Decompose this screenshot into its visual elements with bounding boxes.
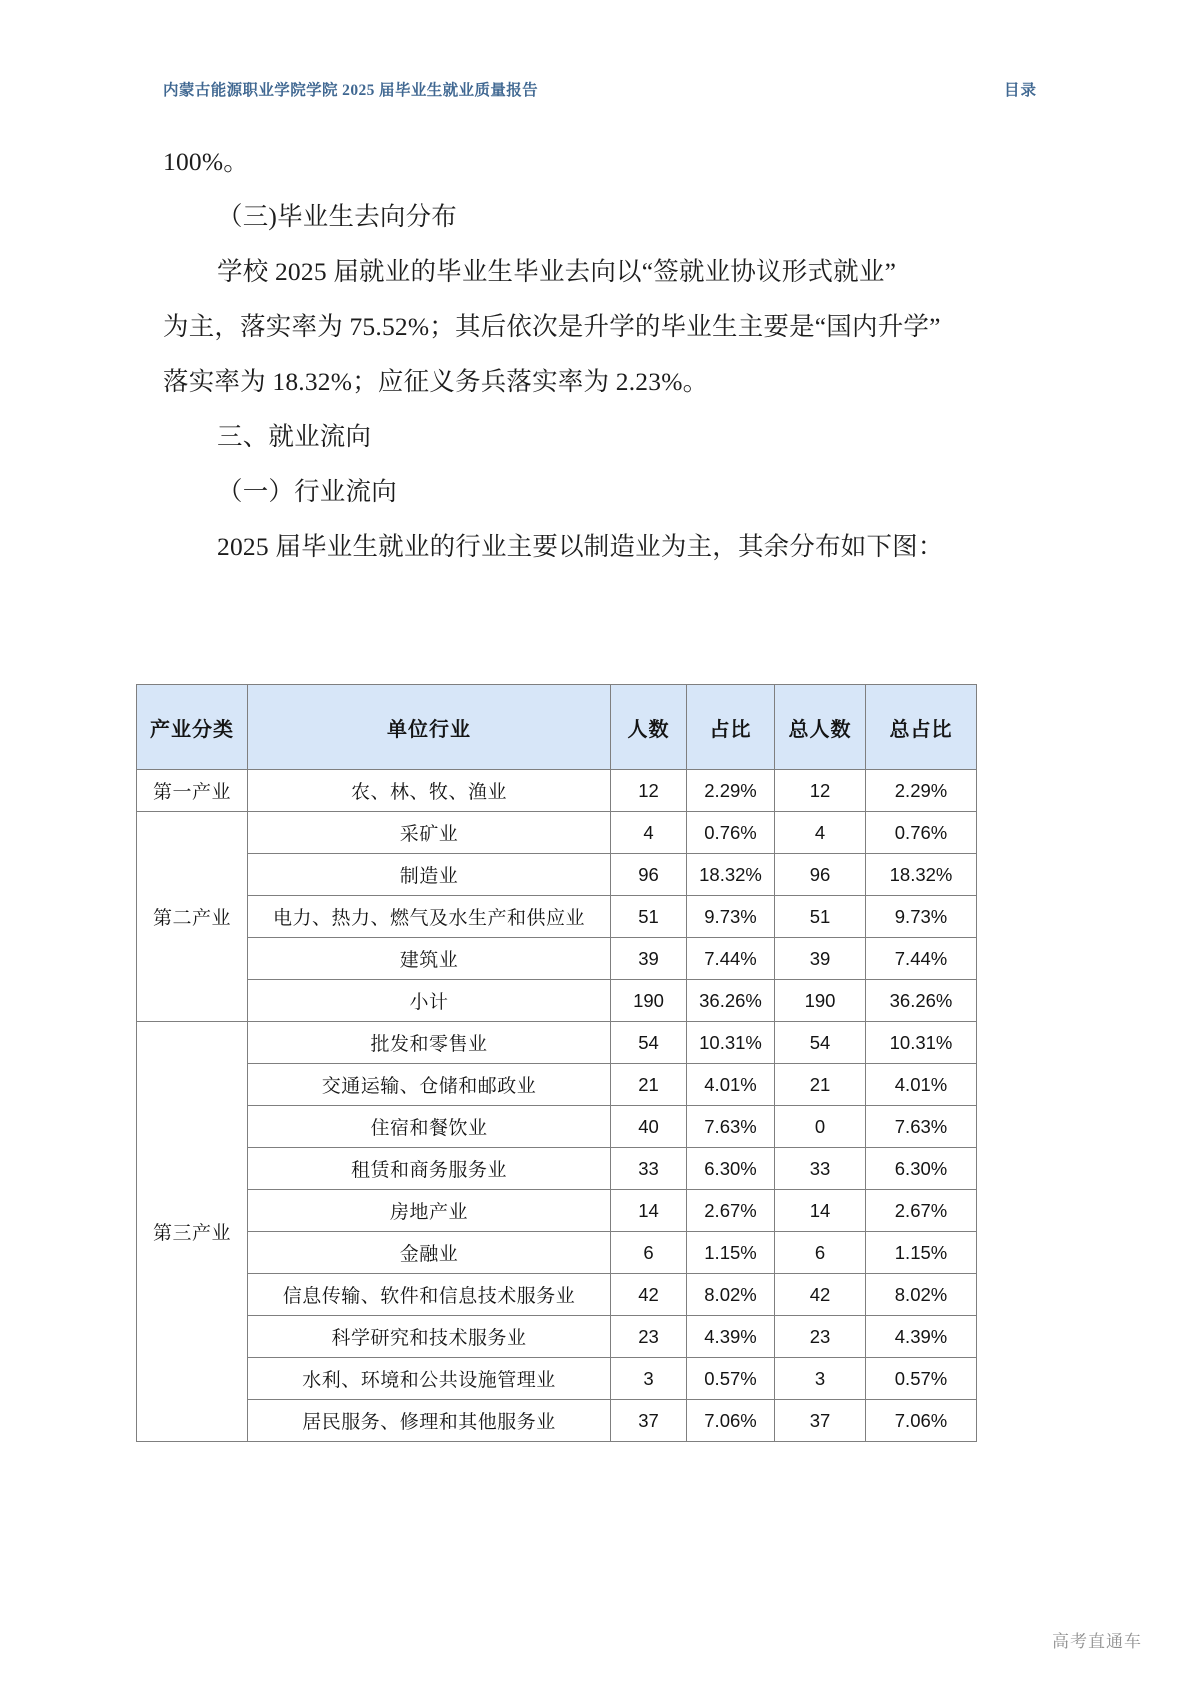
table-row xyxy=(137,1064,977,1106)
cell-percent: 7.44% xyxy=(687,938,775,980)
cell-percent: 2.29% xyxy=(687,770,775,812)
paragraph-destination-line3: 落实率为 18.32%；应征义务兵落实率为 2.23%。 xyxy=(163,367,709,396)
cell-total-count: 37 xyxy=(775,1400,866,1442)
table-body xyxy=(137,770,977,1442)
cell-total-percent: 9.73% xyxy=(866,896,977,938)
body-text xyxy=(163,134,981,574)
table-header-row xyxy=(137,685,977,770)
cell-total-percent: 36.26% xyxy=(866,980,977,1022)
cell-industry-name: 租赁和商务服务业 xyxy=(248,1148,611,1190)
cell-count: 51 xyxy=(611,896,687,938)
cell-total-percent: 4.39% xyxy=(866,1316,977,1358)
cell-total-count: 23 xyxy=(775,1316,866,1358)
cell-industry-name: 农、林、牧、渔业 xyxy=(248,770,611,812)
cell-count: 190 xyxy=(611,980,687,1022)
heading-industry-flow: （一）行业流向 xyxy=(217,477,397,506)
header-toc-link[interactable]: 目录 xyxy=(1003,82,1037,99)
table-head xyxy=(137,685,977,770)
heading-section-three-sub: （三)毕业生去向分布 xyxy=(217,202,457,231)
cell-total-percent: 2.29% xyxy=(866,770,977,812)
col-header-percent: 占比 xyxy=(687,685,775,770)
cell-total-count: 54 xyxy=(775,1022,866,1064)
cell-count: 40 xyxy=(611,1106,687,1148)
table-row xyxy=(137,980,977,1022)
cell-industry-name: 水利、环境和公共设施管理业 xyxy=(248,1358,611,1400)
table-row xyxy=(137,770,977,812)
paragraph-destination-line2: 为主，落实率为 75.52%；其后依次是升学的毕业生主要是“国内升学” xyxy=(163,312,941,341)
cell-percent: 6.30% xyxy=(687,1148,775,1190)
cell-total-percent: 8.02% xyxy=(866,1274,977,1316)
cell-industry-name: 金融业 xyxy=(248,1232,611,1274)
industry-distribution-table-wrapper xyxy=(136,684,976,1442)
paragraph-continuation: 100%。 xyxy=(163,147,249,176)
cell-count: 37 xyxy=(611,1400,687,1442)
table-row xyxy=(137,854,977,896)
cell-total-percent: 4.01% xyxy=(866,1064,977,1106)
cell-total-percent: 10.31% xyxy=(866,1022,977,1064)
cell-industry-name: 小计 xyxy=(248,980,611,1022)
cell-total-percent: 6.30% xyxy=(866,1148,977,1190)
cell-total-percent: 18.32% xyxy=(866,854,977,896)
cell-industry-name: 批发和零售业 xyxy=(248,1022,611,1064)
cell-industry-name: 采矿业 xyxy=(248,812,611,854)
col-header-industry: 单位行业 xyxy=(248,685,611,770)
table-row xyxy=(137,1106,977,1148)
cell-category: 第二产业 xyxy=(137,812,248,1022)
table-row xyxy=(137,1274,977,1316)
cell-percent: 8.02% xyxy=(687,1274,775,1316)
cell-count: 23 xyxy=(611,1316,687,1358)
col-header-total-count: 总人数 xyxy=(775,685,866,770)
table-row xyxy=(137,1316,977,1358)
cell-industry-name: 住宿和餐饮业 xyxy=(248,1106,611,1148)
cell-total-percent: 7.63% xyxy=(866,1106,977,1148)
cell-total-count: 39 xyxy=(775,938,866,980)
cell-industry-name: 科学研究和技术服务业 xyxy=(248,1316,611,1358)
cell-count: 96 xyxy=(611,854,687,896)
col-header-category: 产业分类 xyxy=(137,685,248,770)
cell-total-count: 190 xyxy=(775,980,866,1022)
cell-percent: 2.67% xyxy=(687,1190,775,1232)
cell-total-count: 4 xyxy=(775,812,866,854)
cell-percent: 36.26% xyxy=(687,980,775,1022)
cell-total-count: 42 xyxy=(775,1274,866,1316)
cell-count: 14 xyxy=(611,1190,687,1232)
cell-industry-name: 信息传输、软件和信息技术服务业 xyxy=(248,1274,611,1316)
table-row xyxy=(137,1232,977,1274)
paragraph-destination-line1: 学校 2025 届就业的毕业生毕业去向以“签就业协议形式就业” xyxy=(217,257,897,286)
cell-total-count: 0 xyxy=(775,1106,866,1148)
industry-distribution-table xyxy=(136,684,977,1442)
cell-percent: 0.76% xyxy=(687,812,775,854)
cell-total-count: 21 xyxy=(775,1064,866,1106)
cell-percent: 9.73% xyxy=(687,896,775,938)
cell-total-percent: 0.76% xyxy=(866,812,977,854)
cell-percent: 4.01% xyxy=(687,1064,775,1106)
cell-total-percent: 1.15% xyxy=(866,1232,977,1274)
cell-count: 42 xyxy=(611,1274,687,1316)
heading-employment-flow: 三、就业流向 xyxy=(217,422,372,451)
table-row xyxy=(137,812,977,854)
cell-total-count: 51 xyxy=(775,896,866,938)
cell-count: 39 xyxy=(611,938,687,980)
cell-count: 33 xyxy=(611,1148,687,1190)
cell-industry-name: 制造业 xyxy=(248,854,611,896)
cell-total-count: 6 xyxy=(775,1232,866,1274)
cell-percent: 18.32% xyxy=(687,854,775,896)
cell-percent: 7.63% xyxy=(687,1106,775,1148)
table-row xyxy=(137,1148,977,1190)
cell-industry-name: 建筑业 xyxy=(248,938,611,980)
table-row xyxy=(137,1400,977,1442)
cell-percent: 7.06% xyxy=(687,1400,775,1442)
cell-count: 4 xyxy=(611,812,687,854)
cell-total-percent: 7.06% xyxy=(866,1400,977,1442)
cell-total-count: 33 xyxy=(775,1148,866,1190)
cell-industry-name: 电力、热力、燃气及水生产和供应业 xyxy=(248,896,611,938)
cell-total-percent: 0.57% xyxy=(866,1358,977,1400)
cell-percent: 1.15% xyxy=(687,1232,775,1274)
cell-total-percent: 7.44% xyxy=(866,938,977,980)
header-document-title: 内蒙古能源职业学院学院 2025 届毕业生就业质量报告 xyxy=(163,82,539,99)
table-row xyxy=(137,1022,977,1064)
cell-industry-name: 交通运输、仓储和邮政业 xyxy=(248,1064,611,1106)
cell-total-percent: 2.67% xyxy=(866,1190,977,1232)
cell-total-count: 14 xyxy=(775,1190,866,1232)
cell-category: 第三产业 xyxy=(137,1022,248,1442)
cell-industry-name: 房地产业 xyxy=(248,1190,611,1232)
table-row xyxy=(137,938,977,980)
running-header xyxy=(163,78,1055,100)
cell-count: 12 xyxy=(611,770,687,812)
cell-count: 3 xyxy=(611,1358,687,1400)
watermark-label: 高考直通车 xyxy=(1052,1632,1142,1651)
col-header-count: 人数 xyxy=(611,685,687,770)
table-row xyxy=(137,1190,977,1232)
cell-percent: 10.31% xyxy=(687,1022,775,1064)
cell-count: 54 xyxy=(611,1022,687,1064)
cell-total-count: 3 xyxy=(775,1358,866,1400)
cell-percent: 0.57% xyxy=(687,1358,775,1400)
cell-industry-name: 居民服务、修理和其他服务业 xyxy=(248,1400,611,1442)
cell-count: 6 xyxy=(611,1232,687,1274)
col-header-total-percent: 总占比 xyxy=(866,685,977,770)
cell-count: 21 xyxy=(611,1064,687,1106)
table-row xyxy=(137,896,977,938)
cell-category: 第一产业 xyxy=(137,770,248,812)
cell-percent: 4.39% xyxy=(687,1316,775,1358)
cell-total-count: 96 xyxy=(775,854,866,896)
table-row xyxy=(137,1358,977,1400)
paragraph-industry-intro: 2025 届毕业生就业的行业主要以制造业为主，其余分布如下图： xyxy=(217,532,944,561)
cell-total-count: 12 xyxy=(775,770,866,812)
